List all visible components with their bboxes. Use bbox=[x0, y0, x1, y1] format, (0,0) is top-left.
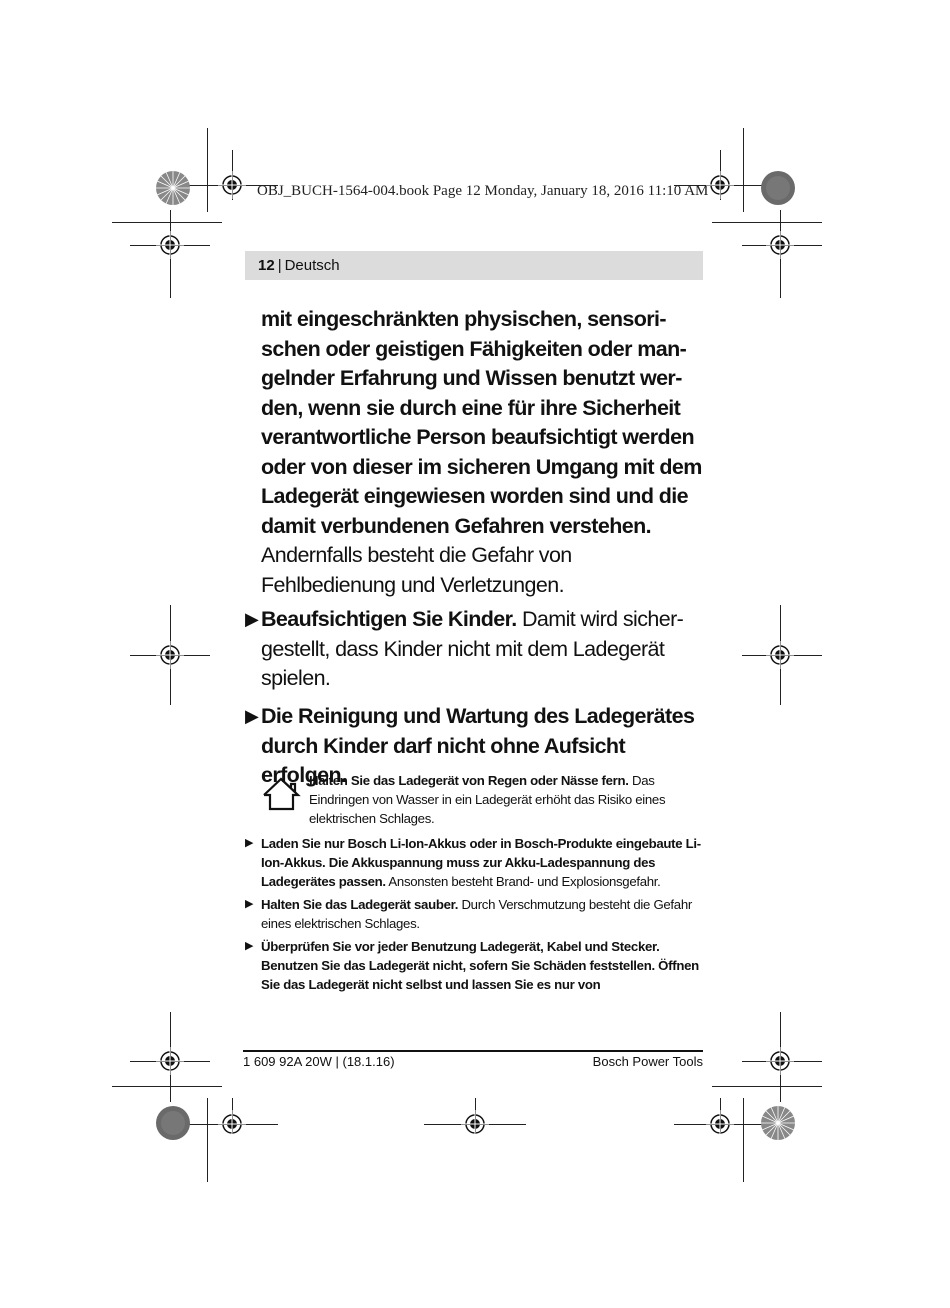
star-target-icon bbox=[155, 170, 191, 206]
star-target-icon bbox=[760, 1105, 796, 1141]
registration-target-icon bbox=[766, 231, 794, 259]
main-paragraph-normal: Andernfalls besteht die Gefahr von Fehlbedienung und Verletzungen. bbox=[261, 543, 572, 597]
bullet-triangle-icon: ▶ bbox=[245, 609, 259, 629]
main-paragraph-bold: mit eingeschränkten physischen, sensori-schen oder geistigen Fähigkeiten oder man-gelnder Erfahrung und Wissen benutzt wer-den, wenn sie durch eine für ihre Sicherheit verantwortliche Person beaufsichtigt werden oder von dieser im sicheren Umgang mit dem Ladegerät eingewiesen worden sind und die damit verbundenen Gefahren verstehen. bbox=[261, 307, 702, 538]
registration-target-icon bbox=[156, 1047, 184, 1075]
registration-target-icon bbox=[461, 1110, 489, 1138]
list-item bbox=[245, 937, 707, 994]
footer-divider bbox=[243, 1050, 703, 1052]
bullet-triangle-icon: ▶ bbox=[245, 837, 254, 849]
header-separator: | bbox=[277, 257, 282, 274]
grey-target-icon bbox=[155, 1105, 191, 1141]
list-item bbox=[245, 605, 711, 694]
footer-doc-number: 1 609 92A 20W | (18.1.16) bbox=[243, 1054, 395, 1069]
registration-target-icon bbox=[218, 171, 246, 199]
registration-target-icon bbox=[156, 641, 184, 669]
main-paragraph bbox=[261, 305, 707, 600]
page-number: 12 bbox=[258, 257, 275, 274]
footer-brand: Bosch Power Tools bbox=[592, 1054, 703, 1069]
list-item-bold: Überprüfen Sie vor jeder Benutzung Ladegerät, Kabel und Stecker. Benutzen Sie das Ladegerät nicht, sofern Sie Schäden feststellen. Öffnen Sie das Ladegerät nicht selbst und lassen Sie es nur von bbox=[261, 939, 699, 992]
list-item-bold: Halten Sie das Ladegerät sauber. bbox=[261, 897, 459, 912]
registration-target-icon bbox=[766, 1047, 794, 1075]
grey-target-icon bbox=[760, 170, 796, 206]
registration-target-icon bbox=[156, 231, 184, 259]
warning-normal: Das Eindringen von Wasser in ein Ladegerät erhöht das Risiko eines elektrischen Schlages. bbox=[309, 773, 666, 826]
warning-block bbox=[261, 771, 707, 828]
list-item-bold: Die Reinigung und Wartung des Ladegerätes durch Kinder darf nicht ohne Aufsicht erfolgen. bbox=[261, 704, 695, 787]
list-item bbox=[245, 895, 707, 933]
list-item-normal: Ansonsten besteht Brand- und Explosionsgefahr. bbox=[385, 874, 661, 889]
registration-target-icon bbox=[218, 1110, 246, 1138]
registration-target-icon bbox=[706, 1110, 734, 1138]
indoor-house-icon bbox=[261, 773, 301, 813]
bullet-triangle-icon: ▶ bbox=[245, 706, 259, 726]
list-item-bold: Laden Sie nur Bosch Li-Ion-Akkus oder in Bosch-Produkte eingebaute Li-Ion-Akkus. Die Akkuspannung muss zur Akku-Ladespannung des Ladegerätes passen. bbox=[261, 836, 701, 889]
bullet-triangle-icon: ▶ bbox=[245, 898, 254, 910]
bullet-triangle-icon: ▶ bbox=[245, 940, 254, 952]
file-header: OBJ_BUCH-1564-004.book Page 12 Monday, January 18, 2016 11:10 AM bbox=[257, 183, 709, 199]
list-item bbox=[245, 834, 707, 891]
warning-bold: Halten Sie das Ladegerät von Regen oder Nässe fern. bbox=[309, 773, 629, 788]
list-item-bold: Beaufsichtigen Sie Kinder. bbox=[261, 607, 517, 631]
page-language: Deutsch bbox=[284, 257, 340, 274]
list-item-normal: Damit wird sicher-gestellt, dass Kinder nicht mit dem Ladegerät spielen. bbox=[261, 607, 684, 690]
list-item-normal: Durch Verschmutzung besteht die Gefahr eines elektrischen Schlages. bbox=[261, 897, 692, 931]
registration-target-icon bbox=[766, 641, 794, 669]
page-header bbox=[245, 251, 703, 280]
